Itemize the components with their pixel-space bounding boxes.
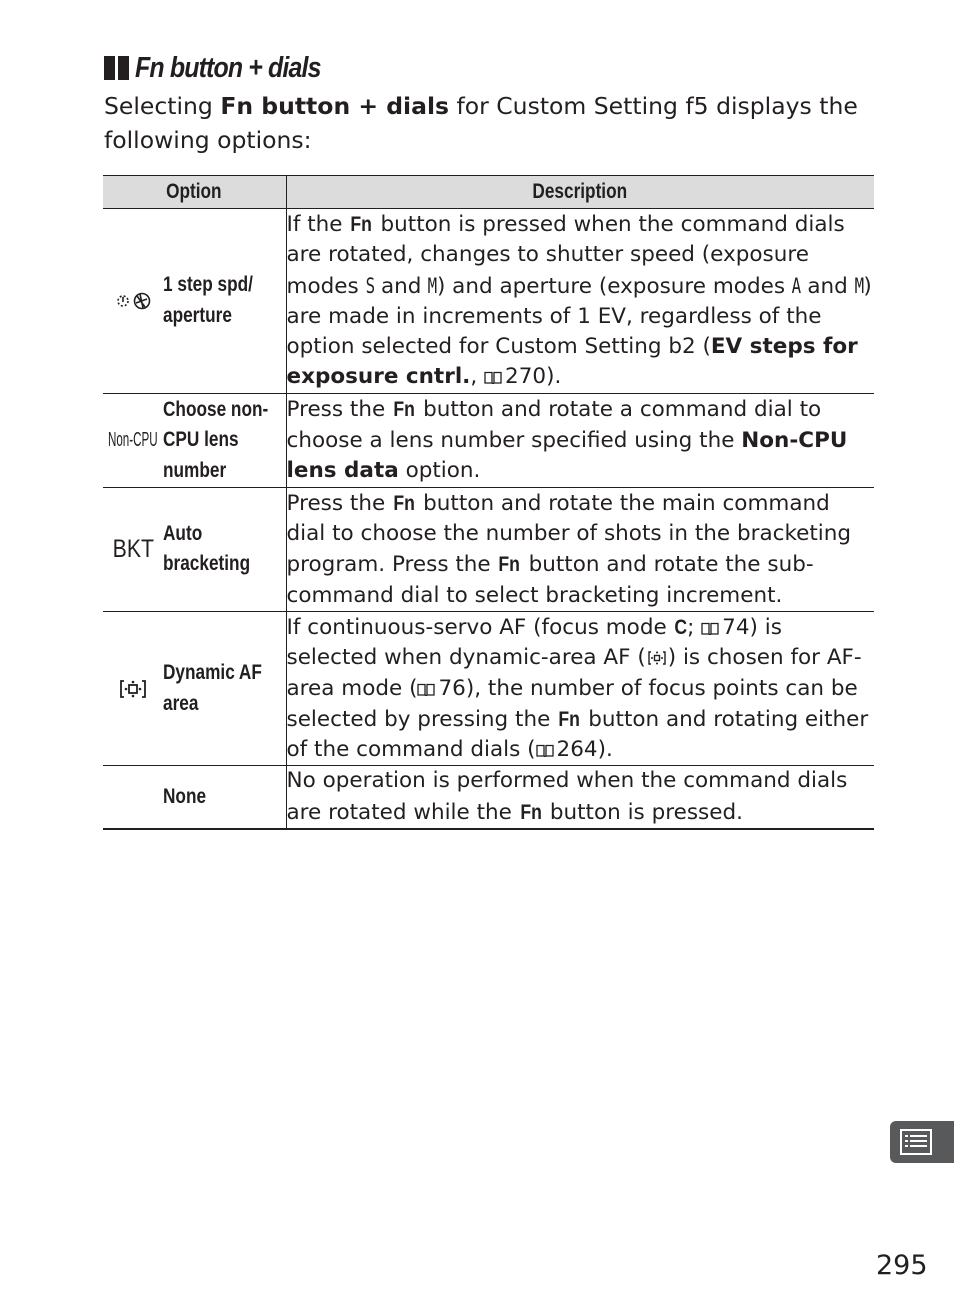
non-cpu-icon: Non-CPU	[108, 428, 158, 451]
fn-button-label: Fn	[520, 799, 542, 824]
description-cell: Press the Fn button and rotate the main command dial to choose the number of shots in the bracketing program. Press the Fn button and rotate the sub-command dial to select bracketing increment.	[286, 487, 874, 611]
table-header-row	[103, 176, 874, 209]
section-heading	[104, 48, 351, 88]
mode-m-glyph: M	[854, 273, 864, 298]
mode-a-glyph: A	[791, 273, 801, 298]
page-reference[interactable]: 76	[438, 675, 466, 701]
option-cell	[103, 487, 286, 611]
page-reference[interactable]: 264	[556, 737, 598, 763]
option-cell	[103, 209, 286, 394]
dynamic-af-icon	[103, 678, 163, 700]
bkt-icon: BKT	[112, 534, 154, 563]
section-title: Fn button + dials	[135, 51, 321, 84]
mode-s-glyph: S	[365, 273, 375, 298]
fn-button-label: Fn	[393, 490, 415, 515]
option-label: 1 step spd/ aperture	[163, 273, 253, 327]
page-reference[interactable]: 74	[722, 614, 750, 640]
description-cell: If the Fn button is pressed when the command dials are rotated, changes to shutter speed (exposure modes S and M) and aperture (exposure modes A and M) are made in increments of 1 EV, regardless of the option selected for Custom Setting b2 (EV steps for exposure cntrl., 270).	[286, 209, 874, 394]
option-cell	[103, 766, 286, 829]
shutter-aperture-icon	[103, 290, 163, 312]
table-row	[103, 487, 874, 611]
table-row	[103, 766, 874, 829]
book-icon	[536, 744, 554, 757]
book-icon	[484, 371, 502, 384]
options-table	[103, 175, 874, 830]
fn-button-label: Fn	[393, 397, 415, 422]
column-header-option: Option	[103, 176, 286, 209]
fn-button-label: Fn	[350, 212, 373, 236]
option-label: Dynamic AF area	[163, 661, 262, 715]
table-row	[103, 393, 874, 487]
page-number: 295	[876, 1250, 928, 1281]
dynamic-af-icon	[647, 650, 667, 666]
description-cell: If continuous-servo AF (focus mode C; 74) is selected when dynamic-area AF ( ) is chosen for AF-area mode ( 76), the number of focus points can be selected by pressing the Fn button and rotating either of the command dials ( 264).	[286, 611, 874, 765]
intro-paragraph: Selecting Fn button + dials for Custom Setting f5 displays the following options:	[104, 92, 858, 154]
table-row	[103, 209, 874, 394]
option-cell	[103, 393, 286, 487]
fn-button-label: Fn	[558, 706, 581, 731]
mode-m-glyph: M	[427, 273, 438, 298]
fn-button-label: Fn	[498, 552, 521, 577]
book-icon	[417, 683, 435, 696]
description-cell: Press the Fn button and rotate a command dial to choose a lens number specified using the Non-CPU lens data option.	[286, 393, 874, 487]
description-cell: No operation is performed when the command dials are rotated while the Fn button is pressed.	[286, 766, 874, 829]
book-icon	[701, 622, 719, 635]
option-label: Choose non-CPU lens number	[163, 397, 269, 482]
option-label: Auto bracketing	[163, 521, 251, 576]
page-reference[interactable]: 270	[505, 364, 547, 390]
table-row	[103, 611, 874, 765]
column-header-description: Description	[286, 176, 874, 209]
option-cell	[103, 611, 286, 765]
option-label: None	[163, 785, 207, 808]
heading-marker-icon	[104, 56, 129, 80]
menu-list-icon[interactable]	[890, 1121, 954, 1163]
focus-mode-c-glyph: C	[673, 614, 687, 639]
